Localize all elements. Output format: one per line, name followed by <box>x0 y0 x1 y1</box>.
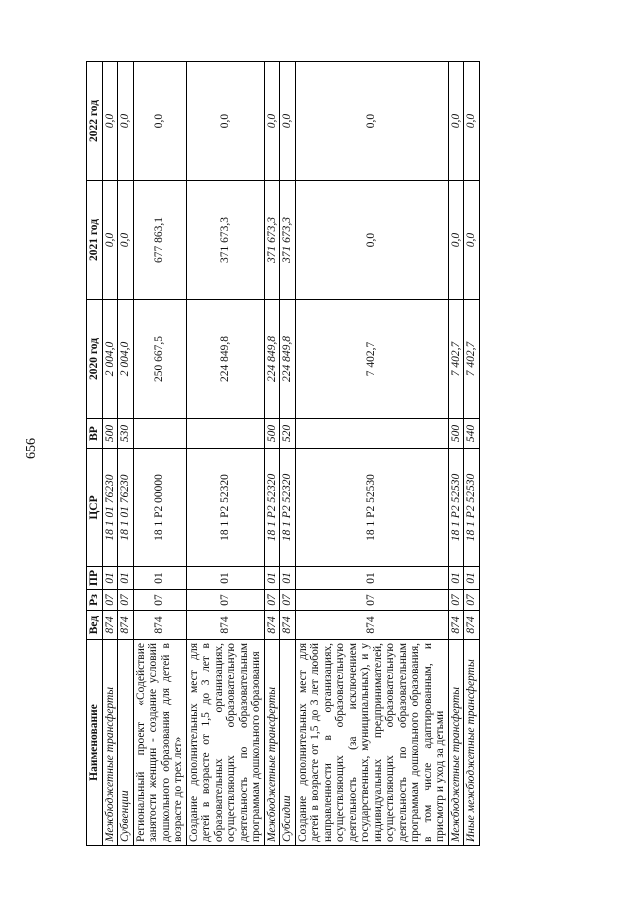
row-name-cell: Субвенции <box>118 640 134 846</box>
row-pr-cell: 01 <box>448 567 464 590</box>
row-rz-cell: 07 <box>280 590 296 611</box>
row-2021-cell: 0,0 <box>118 181 134 300</box>
header-vr: ВР <box>87 419 103 449</box>
row-2022-cell: 0,0 <box>118 62 134 181</box>
header-2021: 2021 год <box>87 181 103 300</box>
row-2020-cell: 250 667,5 <box>133 300 186 419</box>
row-vr-cell <box>186 419 264 449</box>
row-name-cell: Субсидии <box>280 640 296 846</box>
row-pr-cell: 01 <box>133 567 186 590</box>
row-2021-cell: 0,0 <box>448 181 464 300</box>
row-ved-cell: 874 <box>280 611 296 640</box>
row-vr-cell: 540 <box>464 419 480 449</box>
table-row <box>264 62 280 846</box>
row-csr-cell: 18 1 P2 52320 <box>264 449 280 567</box>
row-2021-cell: 371 673,3 <box>280 181 296 300</box>
row-ved-cell: 874 <box>448 611 464 640</box>
rotated-table-container <box>86 62 477 846</box>
row-vr-cell: 530 <box>118 419 134 449</box>
row-rz-cell: 07 <box>295 590 448 611</box>
row-name-cell: Межбюджетные трансферты <box>264 640 280 846</box>
row-csr-cell: 18 1 01 76230 <box>102 449 118 567</box>
header-csr: ЦСР <box>87 449 103 567</box>
row-pr-cell: 01 <box>186 567 264 590</box>
row-name-cell: Региональный проект «Содействие занятости женщин - создание условий дошкольного образования для детей в возрасте до трех лет» <box>133 640 186 846</box>
header-ved: Вед <box>87 611 103 640</box>
table-row <box>186 62 264 846</box>
row-vr-cell: 500 <box>448 419 464 449</box>
row-ved-cell: 874 <box>133 611 186 640</box>
row-2022-cell: 0,0 <box>264 62 280 181</box>
row-ved-cell: 874 <box>118 611 134 640</box>
table-row <box>295 62 448 846</box>
row-2021-cell: 371 673,3 <box>186 181 264 300</box>
table-row <box>118 62 134 846</box>
row-2020-cell: 224 849,8 <box>280 300 296 419</box>
row-name-cell: Создание дополнительных мест для детей в возрасте от 1,5 до 3 лет в образовательных организациях, осуществляющих образовательную деятельность по образовательным программам дошкольного образования <box>186 640 264 846</box>
row-2022-cell: 0,0 <box>295 62 448 181</box>
row-csr-cell: 18 1 01 76230 <box>118 449 134 567</box>
row-ved-cell: 874 <box>186 611 264 640</box>
table-header-row <box>87 62 103 846</box>
header-pr: ПР <box>87 567 103 590</box>
header-2022: 2022 год <box>87 62 103 181</box>
row-2022-cell: 0,0 <box>102 62 118 181</box>
row-name-cell: Создание дополнительных мест для детей в возрасте от 1,5 до 3 лет любой направленности в организациях, осуществляющих образовательную деятельность (за исключением государственных, муниципальных), и у индивидуальных предпринимателей, осуществляющих образовательную деятельность по образовательным программам дошкольного образования, в том числе адаптированным, и присмотр и уход за детьми <box>295 640 448 846</box>
row-vr-cell: 500 <box>264 419 280 449</box>
row-2020-cell: 7 402,7 <box>448 300 464 419</box>
row-rz-cell: 07 <box>464 590 480 611</box>
row-rz-cell: 07 <box>118 590 134 611</box>
budget-table <box>86 61 480 846</box>
row-2021-cell: 677 863,1 <box>133 181 186 300</box>
row-2020-cell: 2 004,0 <box>118 300 134 419</box>
row-rz-cell: 07 <box>186 590 264 611</box>
table-row <box>133 62 186 846</box>
row-ved-cell: 874 <box>464 611 480 640</box>
row-2020-cell: 224 849,8 <box>186 300 264 419</box>
row-2021-cell: 371 673,3 <box>264 181 280 300</box>
row-rz-cell: 07 <box>448 590 464 611</box>
row-2022-cell: 0,0 <box>186 62 264 181</box>
row-pr-cell: 01 <box>118 567 134 590</box>
row-name-cell: Межбюджетные трансферты <box>448 640 464 846</box>
header-name: Наименование <box>87 640 103 846</box>
table-row <box>102 62 118 846</box>
row-rz-cell: 07 <box>133 590 186 611</box>
row-csr-cell: 18 1 P2 52530 <box>448 449 464 567</box>
row-rz-cell: 07 <box>102 590 118 611</box>
table-row <box>464 62 480 846</box>
row-2022-cell: 0,0 <box>280 62 296 181</box>
row-csr-cell: 18 1 P2 52320 <box>186 449 264 567</box>
row-pr-cell: 01 <box>280 567 296 590</box>
row-vr-cell <box>133 419 186 449</box>
row-2022-cell: 0,0 <box>464 62 480 181</box>
header-rz: Рз <box>87 590 103 611</box>
row-2022-cell: 0,0 <box>448 62 464 181</box>
row-pr-cell: 01 <box>295 567 448 590</box>
row-2022-cell: 0,0 <box>133 62 186 181</box>
header-2020: 2020 год <box>87 300 103 419</box>
row-csr-cell: 18 1 P2 52530 <box>464 449 480 567</box>
table-row <box>448 62 464 846</box>
row-csr-cell: 18 1 P2 52530 <box>295 449 448 567</box>
row-2020-cell: 224 849,8 <box>264 300 280 419</box>
row-2021-cell: 0,0 <box>102 181 118 300</box>
row-vr-cell: 520 <box>280 419 296 449</box>
row-csr-cell: 18 1 P2 52320 <box>280 449 296 567</box>
row-ved-cell: 874 <box>102 611 118 640</box>
row-2020-cell: 2 004,0 <box>102 300 118 419</box>
row-ved-cell: 874 <box>264 611 280 640</box>
row-vr-cell: 500 <box>102 419 118 449</box>
row-pr-cell: 01 <box>464 567 480 590</box>
table-row <box>280 62 296 846</box>
row-pr-cell: 01 <box>102 567 118 590</box>
row-2021-cell: 0,0 <box>464 181 480 300</box>
row-vr-cell <box>295 419 448 449</box>
page-number: 656 <box>24 438 39 459</box>
row-name-cell: Межбюджетные трансферты <box>102 640 118 846</box>
row-rz-cell: 07 <box>264 590 280 611</box>
row-name-cell: Иные межбюджетные трансферты <box>464 640 480 846</box>
row-2021-cell: 0,0 <box>295 181 448 300</box>
row-ved-cell: 874 <box>295 611 448 640</box>
row-pr-cell: 01 <box>264 567 280 590</box>
row-2020-cell: 7 402,7 <box>464 300 480 419</box>
row-csr-cell: 18 1 P2 00000 <box>133 449 186 567</box>
row-2020-cell: 7 402,7 <box>295 300 448 419</box>
